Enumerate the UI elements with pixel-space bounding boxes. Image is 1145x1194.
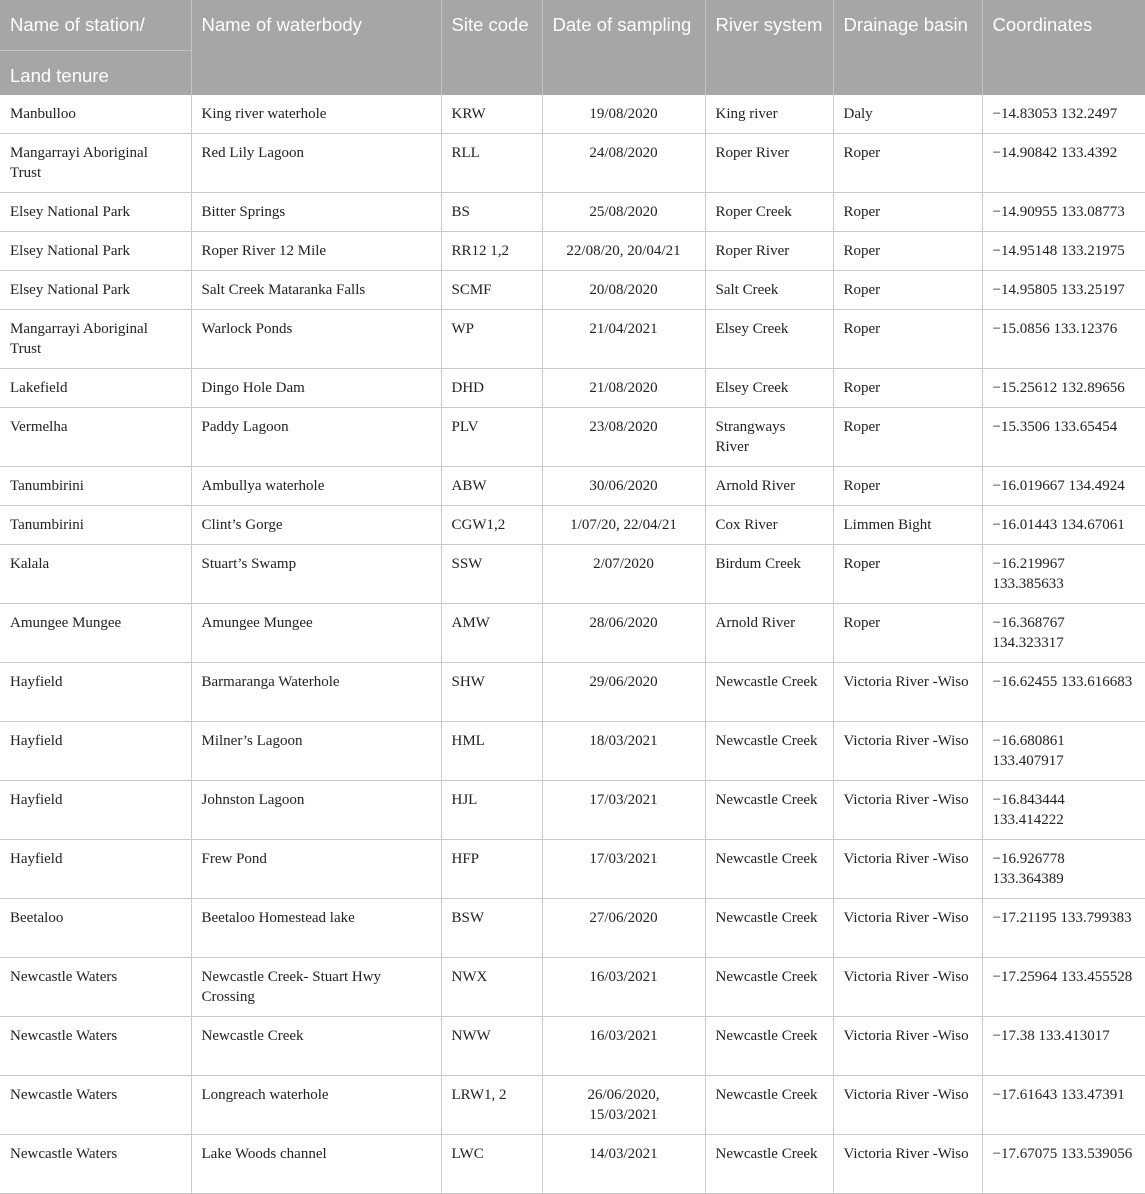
cell-basin: Roper xyxy=(833,310,982,369)
cell-site-code: BSW xyxy=(441,899,542,958)
cell-river: Roper River xyxy=(705,232,833,271)
table-header xyxy=(0,0,1145,95)
cell-site-code: CGW1,2 xyxy=(441,506,542,545)
cell-basin: Victoria River -Wiso xyxy=(833,840,982,899)
cell-date: 14/03/2021 xyxy=(542,1135,705,1194)
cell-coords: −14.95805 133.25197 xyxy=(982,271,1145,310)
cell-waterbody: Newcastle Creek- Stuart Hwy Crossing xyxy=(191,958,441,1017)
table-body xyxy=(0,95,1145,1194)
cell-site-code: HJL xyxy=(441,781,542,840)
cell-basin: Roper xyxy=(833,369,982,408)
cell-basin: Roper xyxy=(833,271,982,310)
cell-coords: −15.25612 132.89656 xyxy=(982,369,1145,408)
cell-site-code: SSW xyxy=(441,545,542,604)
table-row xyxy=(0,95,1145,134)
cell-coords: −16.62455 133.616683 xyxy=(982,663,1145,722)
cell-waterbody: Beetaloo Homestead lake xyxy=(191,899,441,958)
cell-coords: −15.0856 133.12376 xyxy=(982,310,1145,369)
cell-basin: Victoria River -Wiso xyxy=(833,899,982,958)
cell-date: 16/03/2021 xyxy=(542,1017,705,1076)
cell-date: 28/06/2020 xyxy=(542,604,705,663)
table-row xyxy=(0,663,1145,722)
table-row xyxy=(0,781,1145,840)
cell-date: 21/08/2020 xyxy=(542,369,705,408)
table-row xyxy=(0,1135,1145,1194)
table-row xyxy=(0,467,1145,506)
cell-station: Newcastle Waters xyxy=(0,1076,191,1135)
cell-waterbody: Roper River 12 Mile xyxy=(191,232,441,271)
cell-river: Newcastle Creek xyxy=(705,1135,833,1194)
cell-river: Newcastle Creek xyxy=(705,899,833,958)
cell-waterbody: Longreach waterhole xyxy=(191,1076,441,1135)
table-row xyxy=(0,899,1145,958)
cell-station: Newcastle Waters xyxy=(0,1135,191,1194)
cell-coords: −14.90842 133.4392 xyxy=(982,134,1145,193)
cell-basin: Roper xyxy=(833,545,982,604)
cell-station: Lakefield xyxy=(0,369,191,408)
table-row xyxy=(0,310,1145,369)
cell-coords: −17.25964 133.455528 xyxy=(982,958,1145,1017)
cell-date: 24/08/2020 xyxy=(542,134,705,193)
cell-station: Elsey National Park xyxy=(0,271,191,310)
cell-basin: Roper xyxy=(833,193,982,232)
cell-waterbody: Bitter Springs xyxy=(191,193,441,232)
header-basin: Drainage basin xyxy=(833,0,982,95)
cell-station: Newcastle Waters xyxy=(0,1017,191,1076)
cell-basin: Daly xyxy=(833,95,982,134)
cell-date: 2/07/2020 xyxy=(542,545,705,604)
cell-coords: −15.3506 133.65454 xyxy=(982,408,1145,467)
cell-site-code: NWW xyxy=(441,1017,542,1076)
table-row xyxy=(0,722,1145,781)
cell-site-code: PLV xyxy=(441,408,542,467)
cell-waterbody: Stuart’s Swamp xyxy=(191,545,441,604)
cell-basin: Roper xyxy=(833,408,982,467)
cell-waterbody: Johnston Lagoon xyxy=(191,781,441,840)
cell-coords: −16.926778 133.364389 xyxy=(982,840,1145,899)
cell-date: 29/06/2020 xyxy=(542,663,705,722)
cell-river: Newcastle Creek xyxy=(705,840,833,899)
cell-river: Salt Creek xyxy=(705,271,833,310)
table-row xyxy=(0,1076,1145,1135)
cell-coords: −16.843444 133.414222 xyxy=(982,781,1145,840)
cell-station: Hayfield xyxy=(0,722,191,781)
cell-waterbody: Frew Pond xyxy=(191,840,441,899)
cell-station: Hayfield xyxy=(0,840,191,899)
cell-station: Manbulloo xyxy=(10,106,76,122)
table-row xyxy=(0,604,1145,663)
cell-site-code: HML xyxy=(441,722,542,781)
cell-coords: −17.21195 133.799383 xyxy=(982,899,1145,958)
table-row xyxy=(0,271,1145,310)
cell-site-code: SCMF xyxy=(441,271,542,310)
cell-date: 23/08/2020 xyxy=(542,408,705,467)
header-row xyxy=(0,0,1145,95)
cell-station: Mangarrayi Aboriginal Trust xyxy=(0,134,191,193)
cell-river: Birdum Creek xyxy=(705,545,833,604)
cell-date: 20/08/2020 xyxy=(542,271,705,310)
cell-site-code: NWX xyxy=(441,958,542,1017)
cell-station: Newcastle Waters xyxy=(0,958,191,1017)
cell-river: Roper River xyxy=(705,134,833,193)
cell-basin: Victoria River -Wiso xyxy=(833,663,982,722)
cell-station: Hayfield xyxy=(0,781,191,840)
header-site-code: Site code xyxy=(441,0,542,95)
cell-river: Newcastle Creek xyxy=(705,1076,833,1135)
cell-site-code: KRW xyxy=(441,95,542,134)
cell-date: 1/07/20, 22/04/21 xyxy=(542,506,705,545)
cell-waterbody: Amungee Mungee xyxy=(191,604,441,663)
cell-site-code: BS xyxy=(441,193,542,232)
cell-site-code: DHD xyxy=(441,369,542,408)
cell-date: 26/06/2020, 15/03/2021 xyxy=(542,1076,705,1135)
cell-date: 27/06/2020 xyxy=(542,899,705,958)
table-row xyxy=(0,232,1145,271)
cell-basin: Roper xyxy=(833,134,982,193)
cell-coords: −14.95148 133.21975 xyxy=(982,232,1145,271)
header-station-line1: Name of station/ xyxy=(10,14,145,35)
cell-waterbody: Ambullya waterhole xyxy=(191,467,441,506)
cell-site-code: LWC xyxy=(441,1135,542,1194)
cell-coords: −16.019667 134.4924 xyxy=(982,467,1145,506)
cell-site-code: AMW xyxy=(441,604,542,663)
table-row xyxy=(0,958,1145,1017)
table-row xyxy=(0,1017,1145,1076)
cell-basin: Roper xyxy=(833,232,982,271)
cell-coords: −16.01443 134.67061 xyxy=(982,506,1145,545)
cell-coords: −16.368767 134.323317 xyxy=(982,604,1145,663)
cell-site-code: WP xyxy=(441,310,542,369)
header-coords: Coordinates xyxy=(982,0,1145,95)
cell-basin: Victoria River -Wiso xyxy=(833,1076,982,1135)
cell-river: Arnold River xyxy=(705,604,833,663)
cell-station: Amungee Mungee xyxy=(0,604,191,663)
cell-river: Arnold River xyxy=(705,467,833,506)
cell-basin: Victoria River -Wiso xyxy=(833,1135,982,1194)
cell-river: Elsey Creek xyxy=(705,369,833,408)
table-row xyxy=(0,545,1145,604)
cell-site-code: SHW xyxy=(441,663,542,722)
cell-date: 19/08/2020 xyxy=(542,95,705,134)
cell-station: Elsey National Park xyxy=(0,232,191,271)
table-row xyxy=(0,369,1145,408)
cell-date: 30/06/2020 xyxy=(542,467,705,506)
cell-waterbody: Salt Creek Mataranka Falls xyxy=(191,271,441,310)
cell-station: Vermelha xyxy=(0,408,191,467)
cell-river: Newcastle Creek xyxy=(705,958,833,1017)
cell-basin: Victoria River -Wiso xyxy=(833,958,982,1017)
cell-date: 22/08/20, 20/04/21 xyxy=(542,232,705,271)
cell-site-code: LRW1, 2 xyxy=(441,1076,542,1135)
cell-coords: −14.90955 133.08773 xyxy=(982,193,1145,232)
cell-waterbody: Red Lily Lagoon xyxy=(191,134,441,193)
cell-site-code: ABW xyxy=(441,467,542,506)
cell-waterbody: Dingo Hole Dam xyxy=(191,369,441,408)
cell-date: 17/03/2021 xyxy=(542,840,705,899)
cell-site-code: RLL xyxy=(441,134,542,193)
header-river: River system xyxy=(705,0,833,95)
cell-station: Tanumbirini xyxy=(0,506,191,545)
cell-river: Roper Creek xyxy=(705,193,833,232)
cell-river: Newcastle Creek xyxy=(705,722,833,781)
cell-waterbody: Lake Woods channel xyxy=(191,1135,441,1194)
cell-river: Newcastle Creek xyxy=(705,781,833,840)
table-row xyxy=(0,134,1145,193)
cell-date: 21/04/2021 xyxy=(542,310,705,369)
cell-station: Tanumbirini xyxy=(0,467,191,506)
cell-site-code: HFP xyxy=(441,840,542,899)
table-row xyxy=(0,506,1145,545)
cell-river: Newcastle Creek xyxy=(705,1017,833,1076)
cell-waterbody: Paddy Lagoon xyxy=(191,408,441,467)
cell-coords: −17.61643 133.47391 xyxy=(982,1076,1145,1135)
cell-basin: Victoria River -Wiso xyxy=(833,722,982,781)
cell-date: 18/03/2021 xyxy=(542,722,705,781)
table-row xyxy=(0,840,1145,899)
cell-coords: −17.38 133.413017 xyxy=(982,1017,1145,1076)
cell-waterbody: King river waterhole xyxy=(191,95,441,134)
cell-river: Cox River xyxy=(705,506,833,545)
cell-basin: Roper xyxy=(833,467,982,506)
cell-basin: Roper xyxy=(833,604,982,663)
cell-coords: −16.219967 133.385633 xyxy=(982,545,1145,604)
cell-station: Kalala xyxy=(0,545,191,604)
cell-station: Beetaloo xyxy=(0,899,191,958)
header-waterbody: Name of waterbody xyxy=(191,0,441,95)
table-row xyxy=(0,408,1145,467)
cell-waterbody: Milner’s Lagoon xyxy=(191,722,441,781)
cell-station: Elsey National Park xyxy=(0,193,191,232)
cell-river: Newcastle Creek xyxy=(705,663,833,722)
cell-station: Mangarrayi Aboriginal Trust xyxy=(0,310,191,369)
cell-site-code: RR12 1,2 xyxy=(441,232,542,271)
cell-waterbody: Clint’s Gorge xyxy=(191,506,441,545)
header-date: Date of sampling xyxy=(542,0,705,95)
cell-coords: −14.83053 132.2497 xyxy=(982,95,1145,134)
cell-date: 25/08/2020 xyxy=(542,193,705,232)
cell-basin: Victoria River -Wiso xyxy=(833,1017,982,1076)
header-station xyxy=(0,0,191,95)
cell-station: Hayfield xyxy=(0,663,191,722)
cell-waterbody: Barmaranga Waterhole xyxy=(191,663,441,722)
cell-river: Elsey Creek xyxy=(705,310,833,369)
cell-coords: −16.680861 133.407917 xyxy=(982,722,1145,781)
cell-basin: Limmen Bight xyxy=(833,506,982,545)
cell-basin: Victoria River -Wiso xyxy=(833,781,982,840)
cell-waterbody: Warlock Ponds xyxy=(191,310,441,369)
table-row xyxy=(0,193,1145,232)
cell-river: King river xyxy=(705,95,833,134)
cell-date: 16/03/2021 xyxy=(542,958,705,1017)
cell-river: Strangways River xyxy=(705,408,833,467)
cell-waterbody: Newcastle Creek xyxy=(191,1017,441,1076)
cell-coords: −17.67075 133.539056 xyxy=(982,1135,1145,1194)
header-station-line2: Land tenure xyxy=(0,50,191,95)
cell-date: 17/03/2021 xyxy=(542,781,705,840)
